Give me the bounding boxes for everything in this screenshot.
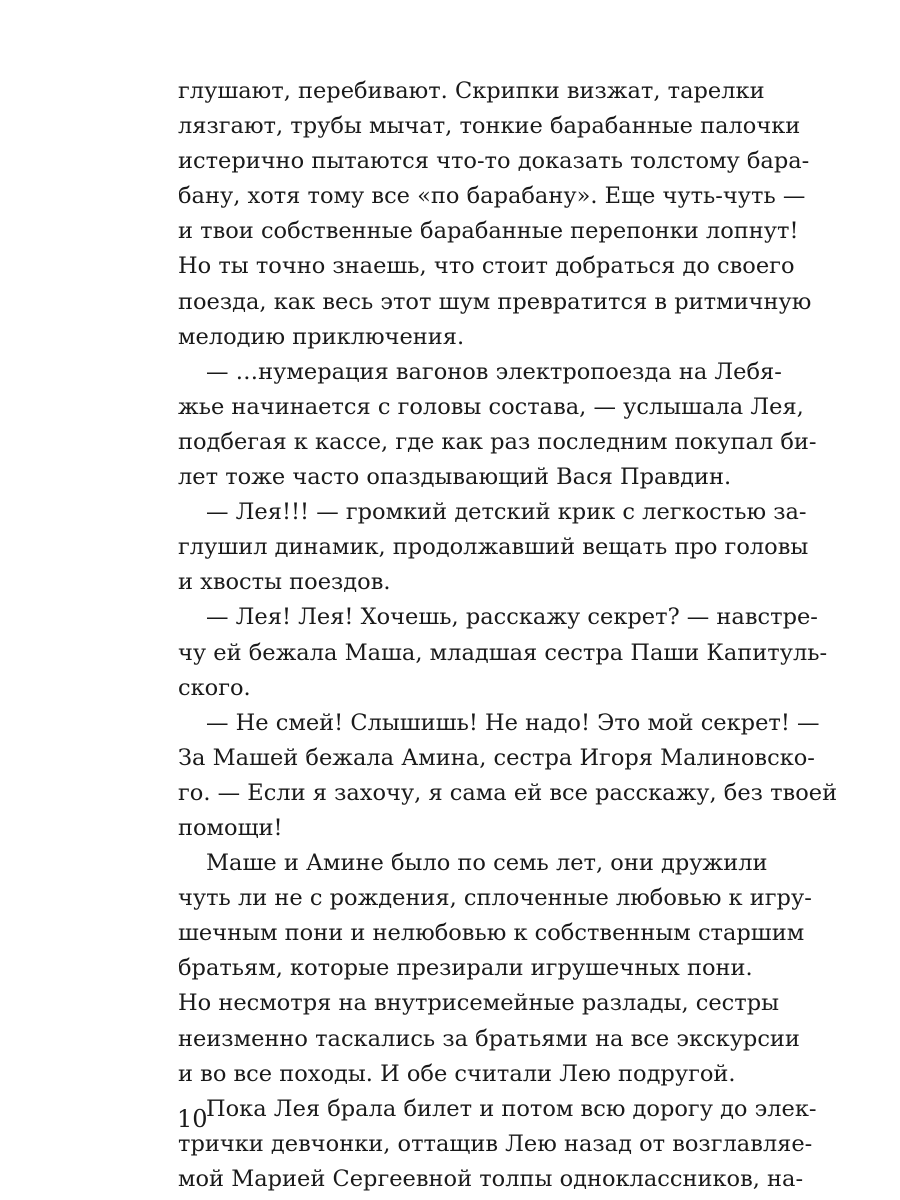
text-line: поезда, как весь этот шум превратится в ритмичную (178, 288, 812, 315)
text-line: глушают, перебивают. Скрипки визжат, тарелки (178, 78, 765, 104)
text-line: — …нумерация вагонов электропоезда на Лебя- (206, 358, 782, 385)
text-line: За Машей бежала Амина, сестра Игоря Малиновско- (178, 744, 815, 771)
text-line: трички девчонки, оттащив Лею назад от возглавляе- (178, 1130, 813, 1157)
text-line: бану, хотя тому все «по барабану». Еще чуть-чуть — (178, 183, 806, 210)
text-line: и во все походы. И обе считали Лею подругой. (178, 1060, 736, 1087)
text-line: Пока Лея брала билет и потом всю дорогу до элек- (206, 1095, 817, 1122)
book-page-text (178, 74, 838, 1197)
text-line: братьям, которые презирали игрушечных пони. (178, 955, 753, 982)
text-line: и твои собственные барабанные перепонки лопнут! (178, 218, 799, 245)
text-line: подбегая к кассе, где как раз последним покупал би- (178, 428, 817, 455)
text-line: шечным пони и нелюбовью к собственным старшим (178, 920, 805, 947)
text-line: глушил динамик, продолжавший вещать про головы (178, 534, 809, 561)
text-line: чу ей бежала Маша, младшая сестра Паши Капитуль- (178, 639, 828, 666)
text-line: мой Марией Сергеевной толпы одноклассников, на- (178, 1165, 804, 1192)
text-line: ского. (178, 674, 251, 701)
text-line: го. — Если я захочу, я сама ей все расскажу, без твоей (178, 779, 838, 806)
text-line: Но ты точно знаешь, что стоит добраться до своего (178, 253, 795, 280)
text-line: чуть ли не с рождения, сплоченные любовью к игру- (178, 885, 812, 912)
text-line: жье начинается с головы состава, — услышала Лея, (178, 393, 804, 420)
page-number: 10 (177, 1105, 208, 1133)
text-line: — Лея! Лея! Хочешь, расскажу секрет? — навстре- (206, 604, 818, 631)
text-line: и хвосты поездов. (178, 569, 391, 596)
text-line: Но несмотря на внутрисемейные разлады, сестры (178, 990, 780, 1017)
text-line: — Лея!!! — громкий детский крик с легкостью за- (206, 499, 807, 526)
text-line: — Не смей! Слышишь! Не надо! Это мой секрет! — (206, 709, 820, 736)
text-line: неизменно таскались за братьями на все экскурсии (178, 1025, 800, 1052)
text-line: мелодию приключения. (178, 323, 465, 350)
text-line: истерично пытаются что-то доказать толстому бара- (178, 148, 810, 175)
text-line: лязгают, трубы мычат, тонкие барабанные палочки (178, 113, 801, 140)
text-line: помощи! (178, 814, 283, 841)
text-line: лет тоже часто опаздывающий Вася Правдин. (178, 464, 732, 491)
text-line: Маше и Амине было по семь лет, они дружили (206, 850, 768, 877)
